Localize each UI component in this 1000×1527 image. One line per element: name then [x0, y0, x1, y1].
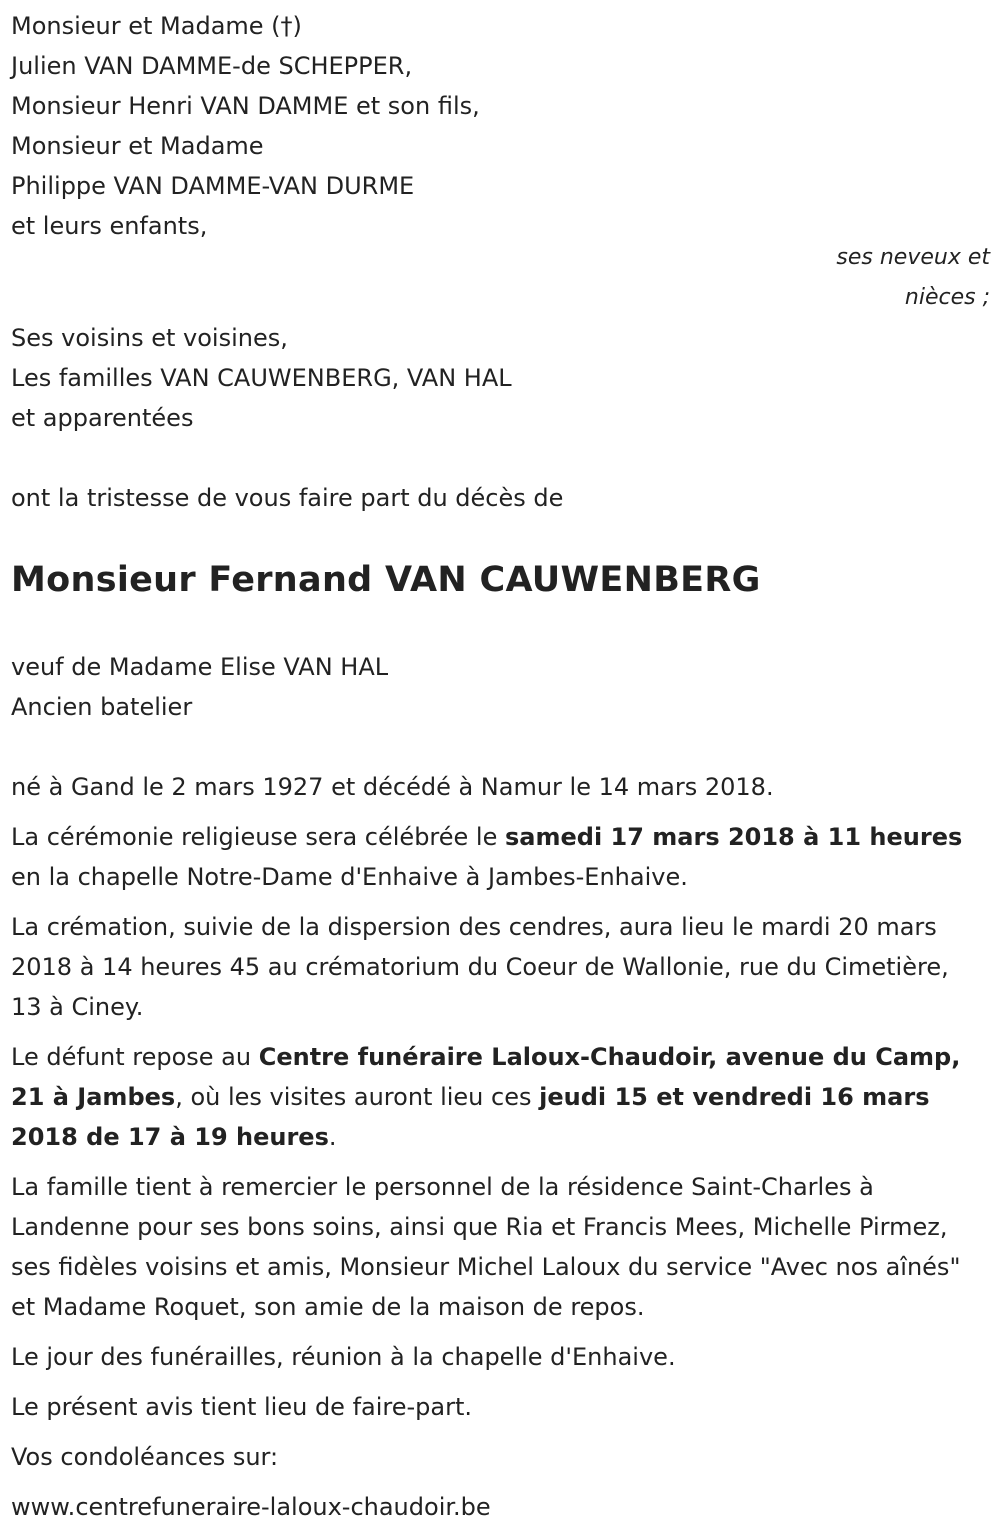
widow-line: veuf de Madame Elise VAN HAL: [11, 653, 389, 681]
ceremony-text-before: La cérémonie religieuse sera célébrée le: [11, 823, 505, 851]
ceremony-date: samedi 17 mars 2018 à 11 heures: [505, 823, 963, 851]
repose-text-after: .: [328, 1123, 337, 1151]
intro-text: ont la tristesse de vous faire part du décès de: [11, 484, 564, 512]
ceremony-text-after: en la chapelle Notre-Dame d'Enhaive à Jambes-Enhaive.: [11, 863, 688, 891]
cremation-paragraph: La crémation, suivie de la dispersion des cendres, aura lieu le mardi 20 mars 2018 à 14 heures 45 au crématorium du Coeur de Wallonie, rue du Cimetière, 13 à Ciney.: [11, 913, 949, 1021]
others-line: Les familles VAN CAUWENBERG, VAN HAL: [11, 364, 512, 392]
profession-line: Ancien batelier: [11, 693, 193, 721]
family-line: et leurs enfants,: [11, 212, 208, 240]
others-line: Ses voisins et voisines,: [11, 324, 288, 352]
meeting-text: Le jour des funérailles, réunion à la chapelle d'Enhaive.: [11, 1343, 676, 1371]
family-line: Julien VAN DAMME-de SCHEPPER,: [11, 52, 413, 80]
others-block: [11, 318, 978, 438]
others-line: et apparentées: [11, 404, 194, 432]
side-note-line: ses neveux et: [836, 245, 990, 270]
deceased-name: Monsieur Fernand VAN CAUWENBERG: [11, 560, 761, 600]
family-block: [11, 6, 978, 246]
repose-text-middle: , où les visites auront lieu ces: [175, 1083, 540, 1111]
family-line: Philippe VAN DAMME-VAN DURME: [11, 172, 415, 200]
status-block: [11, 647, 978, 727]
side-note: [11, 238, 990, 318]
family-line: Monsieur et Madame (†): [11, 12, 302, 40]
repose-dates: jeudi 15 et vendredi 16 mars 2018 de 17 à 19 heures: [11, 1083, 930, 1151]
family-line: Monsieur Henri VAN DAMME et son fils,: [11, 92, 480, 120]
ceremony-paragraph: [11, 817, 978, 897]
repose-text-before: Le défunt repose au: [11, 1043, 259, 1071]
side-note-line: nièces ;: [904, 285, 990, 310]
repose-place: Centre funéraire Laloux-Chaudoir, avenue du Camp, 21 à Jambes: [11, 1043, 961, 1111]
condolences-label: Vos condoléances sur:: [11, 1443, 279, 1471]
family-line: Monsieur et Madame: [11, 132, 264, 160]
notice-text: Le présent avis tient lieu de faire-part.: [11, 1393, 473, 1421]
repose-paragraph: [11, 1037, 978, 1157]
website-link[interactable]: www.centrefuneraire-laloux-chaudoir.be: [11, 1493, 491, 1521]
birth-death-text: né à Gand le 2 mars 1927 et décédé à Namur le 14 mars 2018.: [11, 773, 774, 801]
thanks-paragraph: La famille tient à remercier le personnel de la résidence Saint-Charles à Landenne pour ses bons soins, ainsi que Ria et Francis Mees, Michelle Pirmez, ses fidèles voisins et amis, Monsieur Michel Laloux du service "Avec nos aînés" et Madame Roquet, son amie de la maison de repos.: [11, 1173, 961, 1321]
